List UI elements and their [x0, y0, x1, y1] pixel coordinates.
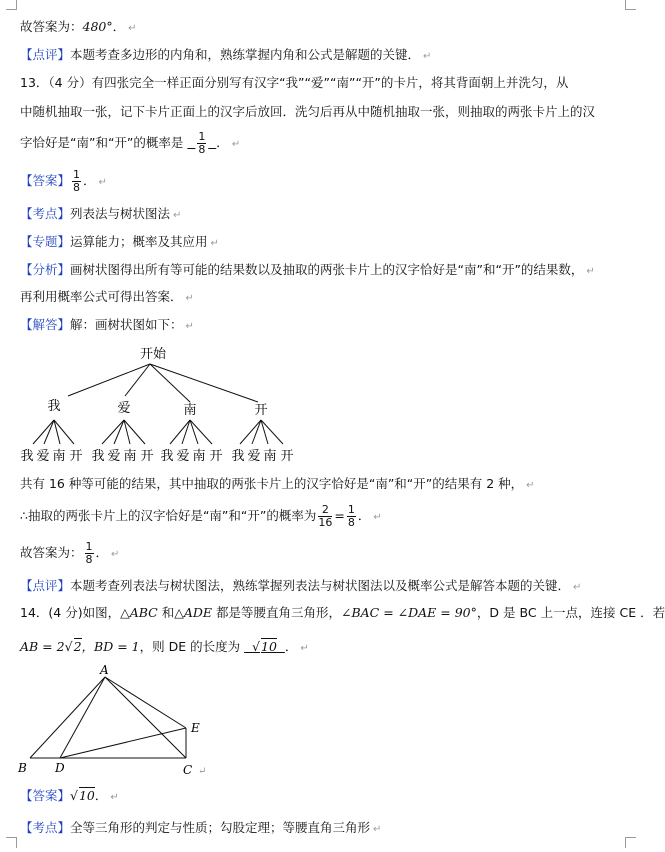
triangle-figure [0, 662, 642, 780]
q13-answer-fraction: $\frac{1}{8}$ [73, 168, 81, 194]
tree-diagram [0, 338, 642, 470]
corner-mark [6, 0, 17, 10]
return-mark: ↵ [198, 766, 207, 777]
corner-mark [625, 0, 636, 10]
tree-leaf: 南 [192, 449, 206, 464]
tree-leaf: 开 [69, 449, 83, 464]
tree-leaf: 开 [209, 449, 223, 464]
prev-comment-line: 【点评】本题考查多边形的内角和，熟练掌握内角和公式是解题的关键． ↵ [20, 47, 432, 62]
q13-kaodian-line: 【考点】列表法与树状图法 ↵ [20, 206, 182, 221]
tree-node: 爱 [117, 401, 131, 416]
tree-leaf: 南 [123, 449, 137, 464]
tree-leaf: 南 [52, 449, 66, 464]
vertex-label-e: E [191, 721, 200, 735]
vertex-label-c: C [183, 763, 193, 777]
vertex-label-a: A [100, 663, 109, 677]
tree-leaf: 我 [160, 449, 174, 464]
q13-line1: 13．（4 分）有四张完全一样正面分别写有汉字“我”“爱”“南”“开”的卡片，将其背面朝上并洗匀，从 [20, 75, 569, 90]
tree-node: 南 [183, 403, 197, 418]
q13-zhuanti-line: 【专题】运算能力；概率及其应用 ↵ [20, 234, 219, 249]
q14-line1: 14．(4 分)如图，△ABC 和△ADE 都是等腰直角三角形，∠BAC = ∠DAE = 90°，D 是 BC 上一点，连接 CE ．若 [20, 605, 665, 620]
tree-node: 我 [47, 399, 61, 414]
q13-line2: 中随机抽取一张，记下卡片正面上的汉字后放回．洗匀后再从中随机抽取一张，则抽取的两张卡片上的汉 [20, 104, 596, 119]
tree-leaf: 我 [91, 449, 105, 464]
prev-answer-line: 故答案为：480°． ↵ [20, 19, 137, 34]
tree-leaf: 开 [140, 449, 154, 464]
tree-node: 开 [254, 403, 268, 418]
tree-leaf: 爱 [176, 449, 190, 464]
tree-leaf: 我 [20, 449, 34, 464]
q14-line2: AB = 2√2，BD = 1，则 DE 的长度为 √10 ． ↵ [20, 639, 309, 654]
vertex-label-b: B [18, 761, 27, 775]
tree-leaf: 开 [280, 449, 294, 464]
tree-root: 开始 [139, 347, 167, 362]
q14-answer-line: 【答案】√10． ↵ [20, 788, 119, 803]
q13-blank-fraction: $\frac{1}{8}$ [198, 130, 206, 156]
q13-comment-line: 【点评】本题考查列表法与树状图法，熟练掌握列表法与树状图法以及概率公式是解答本题的关键． ↵ [20, 578, 582, 593]
q13-fenxi-line2: 再利用概率公式可得出答案． ↵ [20, 289, 194, 304]
q13-final-answer-line: 故答案为： $\frac{1}{8}$ ． ↵ [20, 540, 120, 566]
corner-mark [625, 837, 636, 848]
q13-result-line1: 共有 16 种等可能的结果，其中抽取的两张卡片上的汉字恰好是“南”和“开”的结果有 2 种， ↵ [20, 476, 535, 491]
vertex-label-d: D [55, 761, 65, 775]
q13-fenxi-line1: 【分析】画树状图得出所有等可能的结果数以及抽取的两张卡片上的汉字恰好是“南”和“开”的结果数， ↵ [20, 262, 595, 277]
tree-leaf: 爱 [247, 449, 261, 464]
tree-leaf: 我 [231, 449, 245, 464]
tree-leaf: 南 [263, 449, 277, 464]
q13-jieda-line: 【解答】解：画树状图如下： ↵ [20, 317, 194, 332]
q13-line3: 字恰好是“南”和“开”的概率是 $\frac{1}{8}$ ． ↵ [20, 130, 241, 156]
comment-tag: 【点评】 [20, 47, 71, 62]
tree-leaf: 爱 [36, 449, 50, 464]
q14-kaodian-line: 【考点】全等三角形的判定与性质；勾股定理；等腰直角三角形 ↵ [20, 820, 382, 835]
q13-answer-line: 【答案】 $\frac{1}{8}$ ． ↵ [20, 168, 107, 194]
tree-leaf: 爱 [107, 449, 121, 464]
corner-mark [6, 837, 17, 848]
q13-result-line2: ∴抽取的两张卡片上的汉字恰好是“南”和“开”的概率为 $\frac{2}{16}$ = $\frac{1}{8}$ ． ↵ [20, 503, 382, 529]
